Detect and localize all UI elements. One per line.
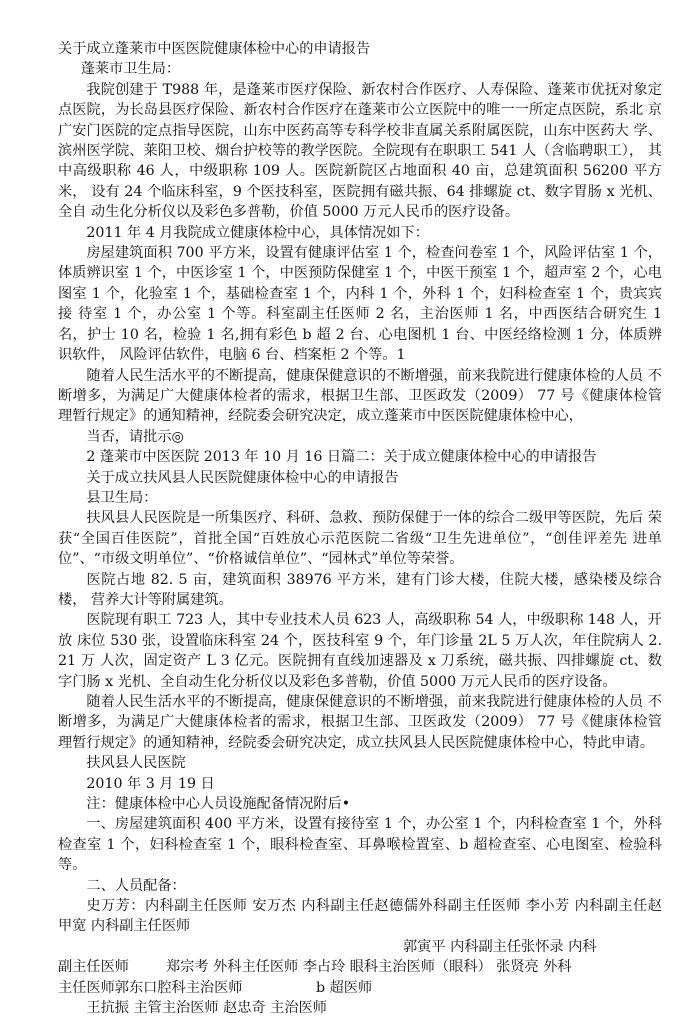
staff-list-line: 副主任医师	[58, 959, 129, 976]
report-title-1: 关于成立蓬莱市中医医院健康体检中心的申请报告	[58, 41, 371, 57]
body-paragraph: 随着人民生活水平的不断提高，健康保健意识的不断增强，前来我院进行健康体检的人员 不断增多，为满足广大健康体检者的需求，根据卫生部、卫医政发（2009） 77 号《健康体检管 理暂行规定》的通知精神，经院委会研究决定，成立蓬莱市中医医院健康体检中心，	[58, 367, 662, 425]
staff-list-line: 郭寅平 内科副主任张怀录 内科	[403, 938, 597, 955]
approval-request: 当否，请批示◎	[86, 428, 184, 445]
body-paragraph: 2011 年 4 月我院成立健康体检中心，具体情况如下：	[86, 224, 429, 241]
body-paragraph: 房屋建筑面积 700 平方米，设置有健康评估室 1 个，检查问卷室 1 个，风险评估室 1 个， 体质辨识室 1 个，中医诊室 1 个，中医预防保健室 1 个，中医干预室 1 个，超声室 2 个，心电 图室 1 个，化验室 1 个，基础检查室 1 个，内科 1 个，外科 1 个，妇科检查室 1 个，贵宾宾接 待室 1 个，办公室 1 个等。科室副主任医师 2 名，主治医师 1 名，中西医结合研究生 1 名，护士 10 名，检验 1 名,拥有彩色 b 超 2 台、心电图机 1 台、中医经络检测 1 分，体质辨识软件， 风险评估软件，电脑 6 台、档案柜 2 个等。1	[58, 245, 662, 364]
staff-list-line: 郑宗考 外科主任医师 李占玲 眼科主治医师（眼科） 张贤亮 外科	[166, 959, 572, 976]
document-page	[58, 39, 662, 1019]
body-paragraph: 医院现有职工 723 人，其中专业技术人员 623 人，高级职称 54 人，中级职称 148 人，开放 床位 530 张，设置临床科室 24 个，医技科室 9 个，年门诊量 2L 5 万人次，年住院病人 2. 21 万 人次，固定资产 L 3 亿元。医院拥有直线加速器及 x 刀系统，磁共振、四排螺旋 ct、数字门肠 x 光机、全自动生化分析仪以及彩色多普勒，价值 5000 万元人民币的医疗设备。	[58, 612, 662, 690]
staff-list-line: 史万芳：内科副主任医师 安万杰 内科副主任赵德儒外科副主任医师 李小芳 内科副主任赵 甲宽 内科副主任医师	[58, 898, 662, 935]
body-paragraph: 随着人民生活水平的不断提高，健康保健意识的不断增强，前来我院进行健康体检的人员 不断增多，为满足广大健康体检者的需求，根据卫生部、卫医政发（2009） 77 号《健康体检管 理暂行规定》的通知精神，经院委会研究决定，成立扶风县人民医院健康体检中心，特此申请。	[58, 694, 662, 751]
body-paragraph: 扶风县人民医院是一所集医疗、科研、急救、预防保健于一体的综合二级甲等医院，先后 荣获“全国百佳医院”，首批全国“百姓放心示范医院二省级“卫生先进单位”，“创佳评差先 进单位”、“市级文明单位”、“价格诚信单位”、“园林式”单位等荣誉。	[58, 510, 662, 568]
staff-list-line: 王抗振 主管主治医师 赵忠奇 主治医师	[86, 1000, 327, 1017]
staff-list-line: 主任医师郭东口腔科主治医师	[58, 979, 243, 996]
report-title-2: 关于成立扶风县人民医院健康体检中心的申请报告	[86, 469, 399, 486]
signature-date-line: 2 蓬莱市中医医院 2013 年 10 月 16 日篇二：关于成立健康体检中心的申请报告	[86, 449, 597, 466]
addressee-1: 蓬莱市卫生局：	[80, 61, 181, 78]
staff-heading: 二、人员配备：	[86, 877, 186, 894]
addressee-2: 县卫生局：	[86, 489, 158, 506]
facility-paragraph: 一、房屋建筑面积 400 平方米，设置有接待室 1 个，办公室 1 个，内科检查室 1 个，外科 检查室 1 个，妇科检查室 1 个，眼科检查室、耳鼻喉检置室、b 超检查室、心电图室、检验科 等。	[58, 816, 662, 874]
body-paragraph: 医院占地 82. 5 亩，建筑面积 38976 平方米，建有门诊大楼，住院大楼，感染楼及综合楼， 营养大计等附属建筑。	[58, 571, 662, 608]
note-line: 注：健康体检中心人员设施配备情况附后•	[86, 796, 351, 813]
staff-list-line: b 超医师	[316, 979, 373, 996]
signature-date: 2010 年 3 月 19 日	[86, 775, 215, 792]
signature-hospital: 扶风县人民医院	[86, 755, 186, 772]
body-paragraph: 我院创建于 T988 年，是蓬莱市医疗保险、新农村合作医疗、人寿保险、蓬莱市优抚对象定 点医院，为长岛县医疗保险、新农村合作医疗在蓬莱市公立医院中的唯一一所定点医院，系北 京广安门医院的定点指导医院，山东中医药高等专科学校非直属关系附属医院，山东中医药大 学、滨州医学院、莱阳卫校、烟台护校等的教学医院。全院现有在职职工 541 人（含临聘职工）， 其中高级职称 46 人，中级职称 109 人。医院新院区占地面积 40 亩，总建筑面积 56200 平方米， 设有 24 个临床科室，9 个医技科室，医院拥有磁共振、64 排螺旋 ct、数字胃肠 x 光机、全自 动生化分析仪以及彩色多普勒，价值 5000 万元人民币的医疗设备。	[58, 81, 662, 221]
